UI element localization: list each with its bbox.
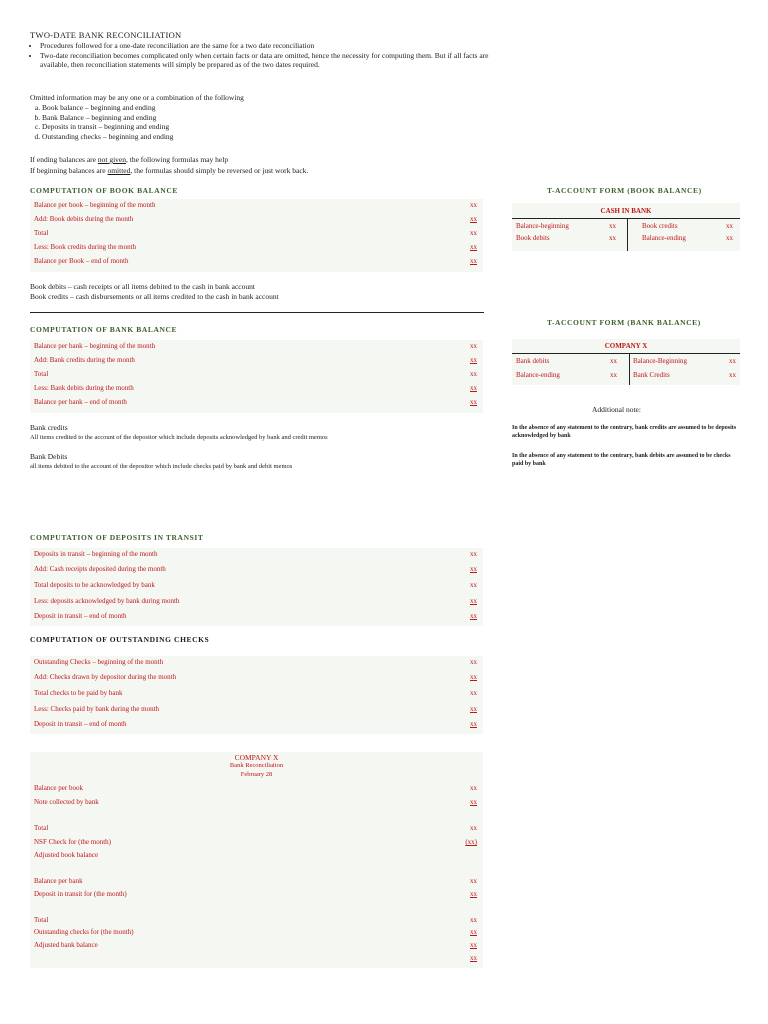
taccount-cell: Balance-Beginning bbox=[633, 357, 688, 365]
table-row: Adjusted bank balance xx bbox=[34, 941, 477, 949]
taccount-top-rule bbox=[512, 353, 740, 354]
table-row: Balance per Book – end of month xx bbox=[34, 257, 477, 265]
bank-debits-text: all items debited to the account of the depositor which include checks paid by bank and debit memos bbox=[30, 463, 293, 470]
table-row: Less: Book credits during the month xx bbox=[34, 243, 477, 251]
taccount-bank bbox=[512, 339, 740, 385]
omitted-list bbox=[0, 103, 442, 141]
table-row: Total xx bbox=[34, 370, 477, 378]
reconciliation-statement bbox=[30, 752, 483, 968]
table-row: Add: Checks drawn by depositor during the month xx bbox=[34, 673, 477, 681]
bank-credits-text: All items credited to the account of the depositor which include deposits acknowledged by bank and credit memos bbox=[30, 434, 328, 441]
reconciliation-subtitle: Bank Reconciliation bbox=[229, 762, 284, 769]
table-row: Balance per bank – end of month xx bbox=[34, 398, 477, 406]
table-row: xx bbox=[470, 954, 477, 962]
taccount-cell: xx bbox=[726, 222, 733, 230]
deposits-transit-table bbox=[30, 548, 483, 626]
table-row: Outstanding checks for (the month) xx bbox=[34, 928, 477, 936]
taccount-cell: Bank debits bbox=[516, 357, 550, 365]
additional-note-2: In the absence of any statement to the contrary, bank debits are assumed to be checks paid by bank bbox=[512, 453, 731, 467]
table-row: Total xx bbox=[34, 824, 477, 832]
taccount-cell: Balance-ending bbox=[642, 234, 686, 242]
additional-note-title: Additional note: bbox=[592, 405, 641, 414]
taccount-bank-heading: T-ACCOUNT FORM (BANK BALANCE) bbox=[547, 318, 701, 327]
bank-debits-title: Bank Debits bbox=[30, 452, 68, 461]
table-row: Note collected by bank xx bbox=[34, 798, 477, 806]
table-row: Total xx bbox=[34, 916, 477, 924]
table-row: Total deposits to be acknowledged by bank xx bbox=[34, 581, 477, 589]
taccount-cell: xx bbox=[609, 222, 616, 230]
omitted-item: a. Book balance – beginning and ending bbox=[42, 103, 442, 113]
taccount-cell: xx bbox=[729, 371, 736, 379]
book-balance-table bbox=[30, 199, 483, 272]
table-row: NSF Check for (the month) (xx) bbox=[34, 838, 477, 846]
taccount-cell: Book debits bbox=[516, 234, 550, 242]
table-row: Balance per book – beginning of the month xx bbox=[34, 201, 477, 209]
taccount-divider bbox=[629, 353, 630, 385]
taccount-book-title: CASH IN BANK bbox=[600, 207, 652, 215]
table-row: Add: Book debits during the month xx bbox=[34, 215, 477, 223]
reconciliation-date: February 28 bbox=[240, 771, 273, 778]
taccount-bank-title: COMPANY X bbox=[604, 342, 648, 350]
table-row: Less: Bank debits during the month xx bbox=[34, 384, 477, 392]
table-row: Adjusted book balance bbox=[34, 851, 99, 859]
intro-bullet: • Procedures followed for a one-date reconciliation are the same for a two date reconciliation bbox=[40, 41, 510, 51]
omitted-item: c. Deposits in transit – beginning and ending bbox=[42, 122, 442, 132]
taccount-book bbox=[512, 203, 740, 251]
intro-bullet-list bbox=[0, 41, 510, 70]
book-debits-note: Book debits – cash receipts or all items debited to the cash in bank account bbox=[30, 282, 255, 291]
formula-line-2: If beginning balances are omitted, the formulas should simply be reversed or just work back. bbox=[30, 166, 309, 175]
taccount-cell: xx bbox=[729, 357, 736, 365]
page-title: TWO-DATE BANK RECONCILIATION bbox=[30, 30, 182, 40]
taccount-top-rule bbox=[512, 218, 740, 219]
table-row: Deposits in transit – beginning of the month xx bbox=[34, 550, 477, 558]
table-row: Balance per bank – beginning of the month xx bbox=[34, 342, 477, 350]
table-row: Add: Bank credits during the month xx bbox=[34, 356, 477, 364]
omitted-item: b. Bank Balance – beginning and ending bbox=[42, 113, 442, 123]
additional-note-1: In the absence of any statement to the contrary, bank credits are assumed to be deposits acknowledged by bank bbox=[512, 425, 737, 439]
taccount-cell: Balance-beginning bbox=[516, 222, 569, 230]
outstanding-checks-table bbox=[30, 656, 483, 734]
book-balance-heading: COMPUTATION OF BOOK BALANCE bbox=[30, 186, 178, 195]
reconciliation-company: COMPANY X bbox=[234, 753, 279, 762]
taccount-cell: Balance-ending bbox=[516, 371, 560, 379]
bank-balance-heading: COMPUTATION OF BANK BALANCE bbox=[30, 325, 178, 334]
taccount-cell: xx bbox=[610, 357, 617, 365]
table-row: Less: deposits acknowledged by bank during month xx bbox=[34, 597, 477, 605]
table-row: Deposit in transit – end of month xx bbox=[34, 720, 477, 728]
section-divider bbox=[30, 312, 484, 313]
table-row: Balance per bank xx bbox=[34, 877, 477, 885]
omitted-item: d. Outstanding checks – beginning and ending bbox=[42, 132, 442, 142]
omitted-intro: Omitted information may be any one or a combination of the following bbox=[30, 93, 244, 102]
taccount-divider bbox=[627, 218, 628, 251]
taccount-book-heading: T-ACCOUNT FORM (BOOK BALANCE) bbox=[547, 186, 702, 195]
table-row: Deposit in transit for (the month) xx bbox=[34, 890, 477, 898]
table-row: Total checks to be paid by bank xx bbox=[34, 689, 477, 697]
table-row: Outstanding Checks – beginning of the month xx bbox=[34, 658, 477, 666]
book-credits-note: Book credits – cash disbursements or all items credited to the cash in bank account bbox=[30, 292, 279, 301]
taccount-cell: Book credits bbox=[642, 222, 678, 230]
table-row: Less: Checks paid by bank during the month xx bbox=[34, 705, 477, 713]
outstanding-checks-heading: COMPUTATION OF OUTSTANDING CHECKS bbox=[30, 635, 210, 644]
bank-balance-table bbox=[30, 340, 483, 413]
taccount-cell: xx bbox=[726, 234, 733, 242]
table-row: Total xx bbox=[34, 229, 477, 237]
bank-credits-title: Bank credits bbox=[30, 423, 68, 432]
table-row: Balance per book xx bbox=[34, 784, 477, 792]
taccount-cell: xx bbox=[610, 371, 617, 379]
formula-line-1: If ending balances are not given, the following formulas may help bbox=[30, 155, 229, 164]
table-row: Add: Cash receipts deposited during the month xx bbox=[34, 565, 477, 573]
taccount-cell: Bank Credits bbox=[633, 371, 670, 379]
table-row: Deposit in transit – end of month xx bbox=[34, 612, 477, 620]
deposits-transit-heading: COMPUTATION OF DEPOSITS IN TRANSIT bbox=[30, 533, 204, 542]
intro-bullet: • Two-date reconciliation becomes complicated only when certain facts or data are omitted, hence the necessity for computing them. But if all facts are available, then reconciliation statements will simply be prepared as of the two dates required. bbox=[40, 51, 510, 70]
taccount-cell: xx bbox=[609, 234, 616, 242]
